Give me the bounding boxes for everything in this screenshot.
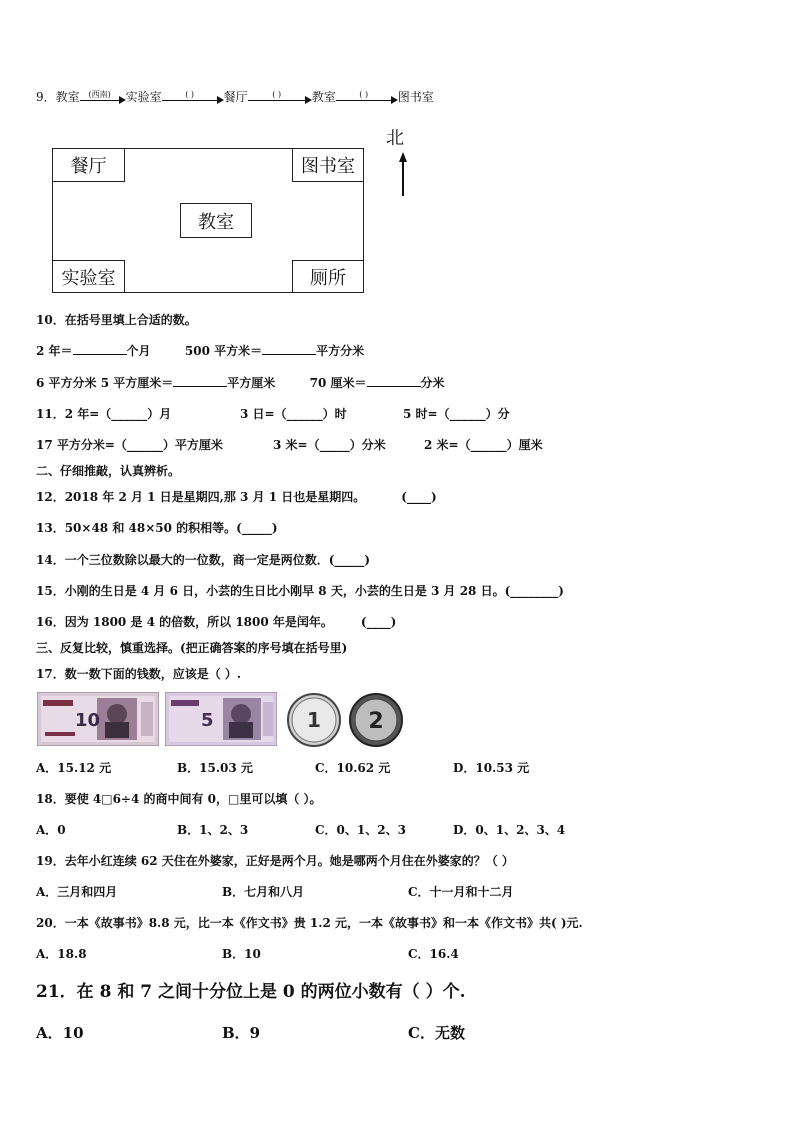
q21-option-b[interactable]: B．9 bbox=[222, 1024, 261, 1042]
q10-l1b-post: 平方分米 bbox=[316, 344, 365, 358]
q20-text: 20．一本《故事书》8.8 元，比一本《作文书》贵 1.2 元，一本《故事书》和一本《作文书》共( )元. bbox=[36, 916, 583, 930]
q9-arrow-3[interactable] bbox=[248, 91, 312, 105]
banknote-5-value: 5 bbox=[201, 710, 214, 731]
q12-text: 12．2018 年 2 月 1 日是星期四,那 3 月 1 日也是星期四。 bbox=[36, 490, 366, 504]
q9-number: 9． bbox=[36, 90, 56, 104]
q11-d: 17 平方分米=（______）平方厘米 bbox=[36, 438, 223, 452]
q11-a: 11．2 年=（______）月 bbox=[36, 407, 172, 421]
q12 bbox=[36, 489, 437, 505]
q10-blank-1[interactable] bbox=[73, 344, 127, 355]
q10-line-1 bbox=[36, 343, 364, 359]
q9-room-1: 教室 bbox=[55, 90, 80, 104]
q9-arrow-label-4: ( ) bbox=[359, 89, 369, 99]
q18-option-b[interactable]: B．1、2、3 bbox=[177, 823, 249, 837]
banknote-10-value: 10 bbox=[75, 710, 101, 731]
north-label: 北 bbox=[386, 128, 404, 149]
banknote-5-image bbox=[165, 692, 277, 746]
banknote-10-image bbox=[37, 692, 159, 746]
q16-answer-paren[interactable]: (____) bbox=[360, 615, 397, 629]
map-canteen: 餐厅 bbox=[52, 148, 125, 182]
q18-option-c[interactable]: C．0、1、2、3 bbox=[315, 823, 406, 837]
q20-option-b[interactable]: B．10 bbox=[222, 947, 261, 961]
q17-option-a[interactable]: A．15.12 元 bbox=[36, 761, 112, 775]
coin-2-value: 2 bbox=[368, 709, 384, 734]
q15: 15．小刚的生日是 4 月 6 日，小芸的生日比小刚早 8 天，小芸的生日是 3 月 28 日。(________) bbox=[36, 584, 564, 598]
q10-blank-4[interactable] bbox=[367, 376, 421, 387]
q9-arrow-4[interactable] bbox=[336, 91, 398, 105]
q16-text: 16．因为 1800 是 4 的倍数，所以 1800 年是闰年。 bbox=[36, 615, 333, 629]
map-classroom: 教室 bbox=[180, 203, 252, 238]
q11-b: 3 日=（______）时 bbox=[240, 407, 347, 421]
north-arrow-shaft bbox=[402, 160, 404, 196]
q17-option-d[interactable]: D．10.53 元 bbox=[453, 761, 530, 775]
q10-l2b-post: 分米 bbox=[420, 376, 445, 390]
q19-option-c[interactable]: C．十一月和十二月 bbox=[408, 885, 514, 899]
q19-text: 19．去年小红连续 62 天住在外婆家，正好是两个月。她是哪两个月住在外婆家的？（ ） bbox=[36, 854, 514, 868]
q9-arrow-label-1: (西南) bbox=[88, 89, 111, 99]
q9-arrow-2[interactable] bbox=[162, 91, 224, 105]
q18-text: 18．要使 4□6÷4 的商中间有 0，□里可以填（ ）。 bbox=[36, 792, 322, 806]
q9-room-3: 餐厅 bbox=[223, 90, 248, 104]
q10-l1b-pre: 500 平方米＝ bbox=[184, 344, 263, 358]
q9-arrow-1 bbox=[80, 91, 126, 105]
q9-arrow-label-3: ( ) bbox=[272, 89, 282, 99]
map-lab: 实验室 bbox=[52, 260, 125, 293]
q13: 13．50×48 和 48×50 的积相等。(_____) bbox=[36, 521, 278, 535]
q18-option-a[interactable]: A．0 bbox=[36, 823, 66, 837]
q19-option-a[interactable]: A．三月和四月 bbox=[36, 885, 118, 899]
q9-line bbox=[36, 89, 434, 105]
q11-e: 3 米=（_____）分米 bbox=[273, 438, 386, 452]
q14: 14．一个三位数除以最大的一位数，商一定是两位数．(_____) bbox=[36, 553, 371, 567]
q20-option-a[interactable]: A．18.8 bbox=[36, 947, 87, 961]
q17-option-c[interactable]: C．10.62 元 bbox=[315, 761, 391, 775]
q9-room-4: 教室 bbox=[311, 90, 336, 104]
q10-title: 10．在括号里填上合适的数。 bbox=[36, 313, 197, 327]
section-2-heading: 二、仔细推敲，认真辨析。 bbox=[36, 464, 181, 478]
q21-option-a[interactable]: A．10 bbox=[36, 1024, 84, 1042]
school-map bbox=[52, 148, 364, 293]
q17-option-b[interactable]: B．15.03 元 bbox=[177, 761, 253, 775]
q10-l1a-pre: 2 年＝ bbox=[36, 344, 73, 358]
q10-l2a-pre: 6 平方分米 5 平方厘米＝ bbox=[36, 376, 174, 390]
q10-blank-2[interactable] bbox=[262, 344, 316, 355]
q17-text: 17．数一数下面的钱数，应该是（ ）. bbox=[36, 667, 242, 681]
q21-option-c[interactable]: C．无数 bbox=[408, 1024, 465, 1042]
q9-arrow-label-2: ( ) bbox=[185, 89, 195, 99]
map-toilet: 厕所 bbox=[292, 260, 364, 293]
q10-l2a-post: 平方厘米 bbox=[227, 376, 276, 390]
q21-text: 21．在 8 和 7 之间十分位上是 0 的两位小数有（ ）个. bbox=[36, 982, 466, 1002]
q10-blank-3[interactable] bbox=[173, 376, 227, 387]
q11-f: 2 米=（______）厘米 bbox=[424, 438, 543, 452]
q12-answer-paren[interactable]: (____) bbox=[401, 490, 437, 504]
q16 bbox=[36, 614, 396, 630]
q10-l2b-pre: 70 厘米＝ bbox=[309, 376, 367, 390]
q10-l1a-post: 个月 bbox=[126, 344, 151, 358]
q9-room-2: 实验室 bbox=[125, 90, 162, 104]
section-3-heading: 三、反复比较，慎重选择。(把正确答案的序号填在括号里) bbox=[36, 641, 348, 655]
coin-2-fen-image bbox=[348, 692, 404, 748]
coin-1-value: 1 bbox=[307, 708, 321, 732]
q10-line-2 bbox=[36, 375, 445, 391]
q19-option-b[interactable]: B．七月和八月 bbox=[222, 885, 305, 899]
q20-option-c[interactable]: C．16.4 bbox=[408, 947, 459, 961]
map-library: 图书室 bbox=[292, 148, 364, 182]
coin-1-jiao-image bbox=[286, 692, 342, 748]
q9-room-5: 图书室 bbox=[397, 90, 434, 104]
q11-c: 5 时=（______）分 bbox=[403, 407, 510, 421]
q18-option-d[interactable]: D．0、1、2、3、4 bbox=[453, 823, 566, 837]
